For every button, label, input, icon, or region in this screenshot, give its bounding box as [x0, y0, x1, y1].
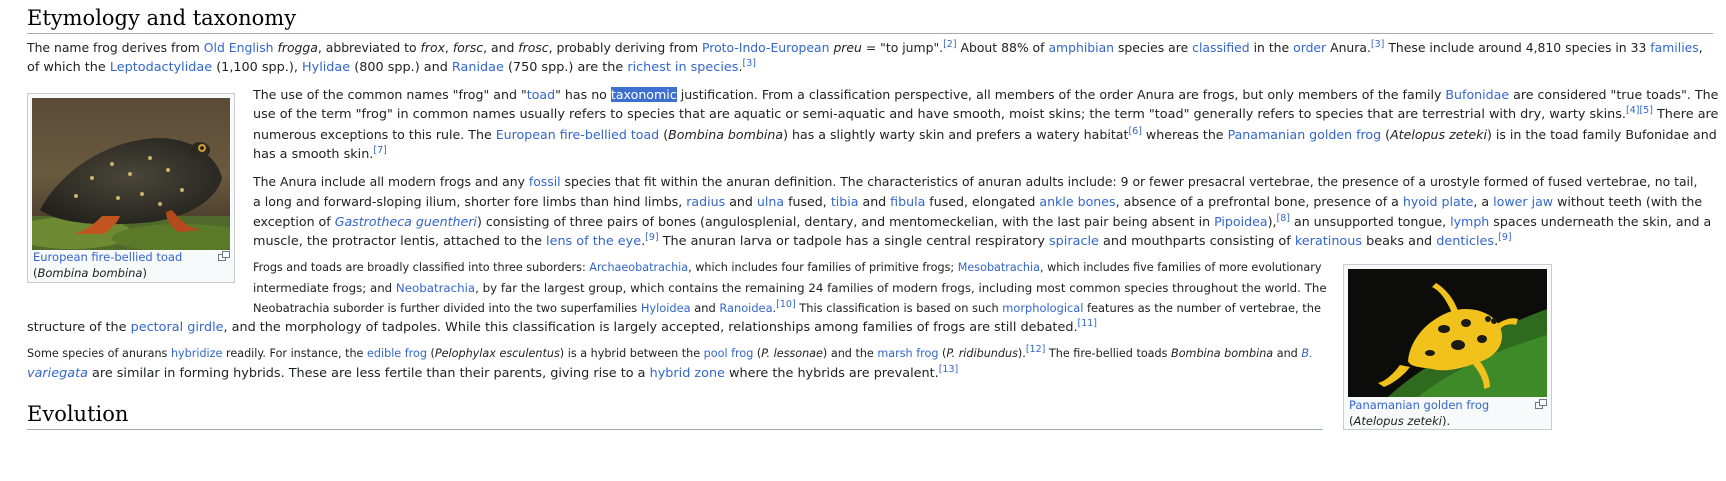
italic-text: frosc — [518, 40, 549, 55]
para3-line — [253, 172, 1697, 192]
text-run: , and the morphology of tadpoles. While this classification is largely accepted, relationships among families of frogs are still debated. — [223, 320, 1078, 335]
text-run: and — [690, 301, 720, 315]
citation — [743, 58, 756, 69]
wiki-link[interactable]: morphological — [1002, 301, 1084, 315]
selected-text[interactable]: taxonomic — [610, 87, 677, 102]
wiki-link[interactable]: Hylidae — [302, 60, 351, 75]
citation-link[interactable]: [13] — [938, 364, 959, 375]
para4-line — [27, 318, 1097, 338]
wiki-link[interactable]: hybridize — [170, 347, 223, 360]
wiki-link[interactable]: classified — [1192, 40, 1250, 55]
text-run: = "to jump". — [861, 40, 944, 55]
text-run: , abbreviated to — [317, 40, 421, 55]
text-run: ( — [426, 347, 435, 360]
wiki-link[interactable]: Pipoidea — [1214, 214, 1268, 229]
caption-link-fire-bellied-toad[interactable]: European fire-bellied toad — [33, 250, 183, 264]
text-run: , — [444, 40, 453, 55]
text-run: exception of — [253, 214, 335, 229]
text-run: The Anura include all modern frogs and any — [253, 174, 529, 189]
citation — [645, 232, 658, 243]
caption-paren: ) — [142, 266, 147, 280]
text-run: ) is a hybrid between the — [559, 347, 704, 360]
caption-paren: ( — [33, 266, 38, 280]
text-run: justification. From a classification perspective, all members of the order Anura are frogs, but only members of the family — [676, 87, 1446, 102]
text-run: readily. For instance, the — [222, 347, 367, 360]
para4-line — [253, 278, 1327, 298]
wiki-link[interactable]: Mesobatrachia — [957, 261, 1040, 274]
caption-paren: ( — [1349, 414, 1354, 428]
wiki-link[interactable]: hybrid zone — [649, 366, 725, 381]
wiki-link[interactable]: Ranoidea — [719, 301, 773, 315]
text-run: ( — [753, 347, 762, 360]
text-run: , which includes five families of more evolutionary — [1039, 261, 1322, 274]
text-run: ( — [659, 127, 669, 142]
wiki-link[interactable]: ulna — [756, 194, 785, 209]
panamanian-golden-frog-image[interactable] — [1348, 269, 1547, 397]
wiki-link[interactable]: Old English — [203, 40, 274, 55]
text-run: has a smooth skin. — [253, 147, 374, 162]
para3-line — [253, 192, 1702, 212]
wiki-link[interactable]: Neobatrachia — [395, 281, 476, 295]
citation — [1078, 318, 1098, 329]
figure-caption — [33, 249, 182, 265]
para1-line — [27, 58, 756, 78]
text-run: (1,100 spp.), — [212, 60, 302, 75]
wiki-link[interactable]: marsh frog — [877, 347, 939, 360]
text-run: ) consisting of three pairs of bones (angulosplenial, dentary, and mentomeckelian, with the last pair being absent in — [476, 214, 1215, 229]
text-run: This classification is based on such — [795, 301, 1003, 315]
caption-link-panamanian-golden-frog[interactable]: Panamanian golden frog — [1349, 398, 1490, 412]
text-run: . — [1494, 234, 1499, 249]
wiki-link[interactable]: tibia — [830, 194, 859, 209]
para3-line — [253, 232, 1512, 252]
citation — [1277, 213, 1290, 224]
text-run: are similar in forming hybrids. These are less fertile than their parents, giving rise to a — [87, 366, 650, 381]
text-run: , which includes four families of primitive frogs; — [688, 261, 958, 274]
text-run: The fire-bellied toads — [1045, 347, 1172, 360]
text-run: numerous exceptions to this rule. The — [253, 127, 496, 142]
citation-link[interactable]: [10] — [776, 299, 796, 310]
italic-text: Bombina bombina — [1171, 347, 1274, 360]
text-run: spaces underneath the skin, and a — [1489, 214, 1712, 229]
text-run: Some species of anurans — [27, 347, 171, 360]
wiki-link[interactable]: lens of the eye — [546, 234, 642, 249]
citation — [1498, 232, 1511, 243]
wiki-link[interactable]: order — [1293, 40, 1327, 55]
citation-link[interactable]: [2] — [943, 39, 957, 50]
text-run: an unsupported tongue, — [1289, 214, 1451, 229]
text-run: ). — [1017, 347, 1026, 360]
text-run: use of the term "frog" in common names usually refers to species that are aquatic or semi-aquatic and have smooth, moist skins; the term "toad" generally refers to species that are terrestrial with dry, warty skins. — [253, 107, 1626, 122]
text-run: , and — [483, 40, 519, 55]
citation — [776, 299, 796, 310]
text-run: . — [738, 60, 743, 75]
wiki-link[interactable]: Panamanian golden frog — [1227, 127, 1382, 142]
text-run: Neobatrachia suborder is further divided into the two superfamilies — [253, 301, 641, 315]
text-run: beaks and — [1362, 234, 1437, 249]
para2-line — [253, 125, 1717, 145]
text-run: Anura. — [1326, 40, 1371, 55]
wiki-link[interactable]: Ranidae — [451, 60, 504, 75]
wiki-link[interactable]: fossil — [528, 174, 561, 189]
section-heading-evolution: Evolution — [27, 402, 129, 426]
text-run: species that fit within the anuran definition. The characteristics of anuran adults include: 9 or fewer presacral vertebrae, the presence of a urostyle formed of fused vertebrae, no tail, — [560, 174, 1698, 189]
heading-underline — [27, 33, 1713, 34]
text-run: , — [1698, 40, 1703, 55]
wiki-link[interactable]: amphibian — [1048, 40, 1115, 55]
wiki-link[interactable]: B. — [1301, 347, 1313, 360]
wiki-link[interactable]: radius — [686, 194, 726, 209]
citation-link[interactable]: [11] — [1077, 318, 1098, 329]
caption-species: Bombina bombina — [37, 266, 143, 280]
text-run: fused, — [784, 194, 831, 209]
wiki-link[interactable]: denticles — [1436, 234, 1495, 249]
citation-link[interactable]: [3] — [742, 58, 756, 69]
text-run: , absence of a prefrontal bone, presence of a — [1115, 194, 1403, 209]
figure-fire-bellied-toad — [27, 93, 235, 283]
text-run: and — [858, 194, 891, 209]
citation — [939, 364, 959, 375]
text-run: a long and forward-sloping ilium, shorter fore limbs than hind limbs, — [253, 194, 687, 209]
text-run: The anuran larva or tadpole has a single central respiratory — [658, 234, 1050, 249]
citation — [1371, 39, 1384, 50]
para4-line — [253, 258, 1321, 278]
text-run: structure of the — [27, 320, 131, 335]
citation — [943, 39, 956, 50]
citation — [1026, 344, 1046, 355]
citation-link[interactable]: [6] — [1128, 126, 1142, 137]
text-run: ) has a slightly warty skin and prefers a watery habitat — [783, 127, 1129, 142]
text-run: whereas the — [1141, 127, 1228, 142]
wiki-link[interactable]: Proto-Indo-European — [702, 40, 830, 55]
text-run: . — [641, 234, 646, 249]
figure-panamanian-golden-frog — [1343, 264, 1552, 430]
text-run: These include around 4,810 species in 33 — [1384, 40, 1651, 55]
citation-link[interactable]: [8] — [1276, 213, 1290, 224]
text-run: , a — [1473, 194, 1494, 209]
italic-text: frogga — [277, 40, 318, 55]
italic-text: frox — [420, 40, 445, 55]
text-run: There are — [1652, 107, 1719, 122]
wiki-link[interactable]: ankle bones — [1039, 194, 1116, 209]
wiki-link[interactable]: families — [1650, 40, 1699, 55]
text-run: and — [1273, 347, 1302, 360]
citation-link[interactable]: [3] — [1370, 39, 1385, 50]
para2-line — [253, 85, 1718, 105]
text-run: Frogs and toads are broadly classified into three suborders: — [253, 261, 590, 274]
text-run: (800 spp.) and — [350, 60, 452, 75]
text-run: fused, elongated — [925, 194, 1040, 209]
italic-text: preu — [833, 40, 862, 55]
text-run: About 88% of — [956, 40, 1049, 55]
wiki-link[interactable]: lymph — [1450, 214, 1490, 229]
text-run: (750 spp.) are the — [503, 60, 628, 75]
enlarge-icon[interactable] — [1535, 399, 1547, 409]
figure-caption — [1349, 397, 1489, 413]
wiki-link[interactable]: lower jaw — [1493, 194, 1554, 209]
wiki-link[interactable]: pool frog — [703, 347, 754, 360]
citation — [1128, 126, 1141, 137]
wiki-link[interactable]: Archaeobatrachia — [589, 261, 689, 274]
text-run: The name frog derives from — [27, 40, 204, 55]
heading-underline — [27, 429, 1323, 430]
italic-text: Bombina bombina — [668, 127, 784, 142]
wiki-link[interactable]: edible frog — [367, 347, 427, 360]
text-run: " has no — [555, 87, 611, 102]
wiki-link[interactable]: Hyloidea — [640, 301, 691, 315]
text-run: ( — [1381, 127, 1391, 142]
wiki-link[interactable]: toad — [526, 87, 556, 102]
wiki-link[interactable]: spiracle — [1049, 234, 1099, 249]
para5-line — [27, 344, 1313, 364]
wiki-link[interactable]: Leptodactylidae — [109, 60, 213, 75]
text-run: in the — [1249, 40, 1294, 55]
text-run: . — [772, 301, 777, 315]
text-run: The use of the common names "frog" and " — [253, 87, 527, 102]
text-run: intermediate frogs; and — [253, 281, 396, 295]
text-run: , probably deriving from — [548, 40, 702, 55]
wiki-link[interactable]: variegata — [27, 366, 88, 381]
para4-line — [253, 298, 1321, 318]
text-run: , by far the largest group, which contains the remaining 24 families of modern frogs, including most common species throughout the world. The — [475, 281, 1327, 295]
wiki-link[interactable]: pectoral girdle — [130, 320, 224, 335]
citation-link[interactable]: [9] — [1498, 232, 1512, 243]
text-run: muscle, the protractor lentis, attached to the — [253, 234, 547, 249]
wiki-link[interactable]: hyoid plate — [1402, 194, 1474, 209]
italic-text: P. ridibundus — [946, 347, 1018, 360]
section-heading-etymology: Etymology and taxonomy — [27, 6, 297, 30]
italic-text: P. lessonae — [761, 347, 823, 360]
caption-paren: ). — [1441, 414, 1451, 428]
fire-bellied-toad-image[interactable] — [32, 98, 230, 250]
text-run: ) and the — [822, 347, 878, 360]
text-run: species are — [1114, 40, 1193, 55]
text-run: ), — [1267, 214, 1277, 229]
italic-text: Pelophylax esculentus — [434, 347, 560, 360]
para1-line — [27, 38, 1703, 58]
figure-caption-species — [33, 265, 147, 281]
citation-link[interactable]: [12] — [1025, 344, 1046, 355]
text-run: and — [725, 194, 757, 209]
caption-species: Atelopus zeteki — [1353, 414, 1442, 428]
enlarge-icon[interactable] — [218, 251, 230, 261]
citation-link[interactable]: [9] — [645, 232, 659, 243]
text-run: where the hybrids are prevalent. — [724, 366, 939, 381]
text-run: ( — [938, 347, 947, 360]
text-run: are considered "true toads". The — [1509, 87, 1719, 102]
wiki-link[interactable]: Bufonidae — [1445, 87, 1510, 102]
figure-caption-species — [1349, 413, 1450, 429]
text-run: ) is in the toad family Bufonidae and — [1486, 127, 1717, 142]
text-run: without teeth (with the — [1553, 194, 1703, 209]
para3-line — [253, 212, 1711, 232]
italic-text: Atelopus zeteki — [1390, 127, 1487, 142]
italic-text: forsc — [452, 40, 484, 55]
citation — [373, 145, 386, 156]
para2-line — [253, 145, 387, 165]
para2-line — [253, 105, 1718, 125]
text-run: and mouthparts consisting of — [1098, 234, 1295, 249]
citation-link[interactable]: [7] — [373, 145, 387, 156]
para5-line — [27, 364, 958, 384]
wiki-link[interactable]: European fire-bellied toad — [495, 127, 660, 142]
wiki-link[interactable]: keratinous — [1294, 234, 1363, 249]
wiki-link[interactable]: fibula — [890, 194, 926, 209]
text-run: features as the number of vertebrae, the — [1083, 301, 1321, 315]
text-run: of which the — [27, 60, 110, 75]
wiki-link[interactable]: richest in species — [627, 60, 739, 75]
citation — [1626, 105, 1653, 116]
wiki-link[interactable]: Gastrotheca guentheri — [334, 214, 477, 229]
citation-link[interactable]: [4][5] — [1625, 105, 1653, 116]
